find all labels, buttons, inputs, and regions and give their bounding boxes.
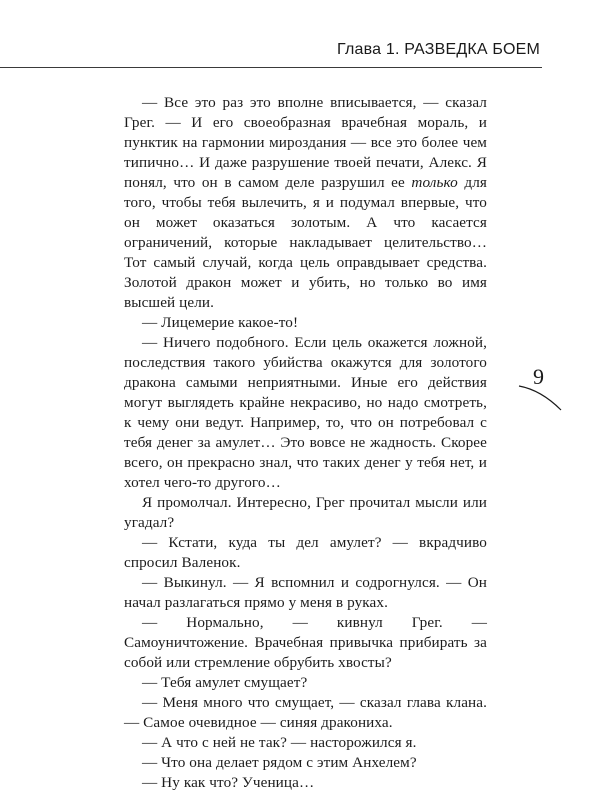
paragraph: — Выкинул. — Я вспомнил и содрогнулся. — Он начал разлагаться прямо у меня в руках. [124,574,487,611]
paragraph: — Меня много что смущает, — сказал глава клана. — Самое очевидное — синяя дракониха. [124,694,487,731]
paragraph: — Кстати, куда ты дел амулет? — вкрадчиво спросил Валенок. [124,534,487,571]
header-rule [0,67,542,68]
paragraph: — Лицемерие какое-то! [142,314,299,331]
paragraph: — А что с ней не так? — насторожился я. [142,734,417,751]
emphasized-word: только [411,174,458,191]
page-number: 9 [533,364,544,389]
paragraph: — Все это раз это вполне вписывается, — сказал Грег. — И его своеобразная врачебная мораль, и пунктик на гармонии мироздания — все это более чем типично… И даже разрушение твоей печати, Алекс. Я понял, что он в самом деле разрушил ее только для того, чтобы тебя вылечить, я и подумал впервые, что он может оказаться золотым. А что касается ограничений, которые накладывает целительство… Тот самый случай, когда цель оправдывает средства. Золотой дракон может и убить, но только во имя высшей цели. [124,94,487,311]
paragraph: — Ничего подобного. Если цель окажется ложной, последствия такого убийства окажутся для золотого дракона самыми неприятными. Иные его действия могут выглядеть крайне некрасиво, но надо смотреть, к чему они ведут. Например, то, что он потребовал с тебя денег за амулет… Это вовсе не жадность. Скорее всего, он прекрасно знал, что таких денег у тебя нет, и хотел чего-то другого… [124,334,487,491]
paragraph: — Тебя амулет смущает? [142,674,308,691]
paragraph: — Нормально, — кивнул Грег. — Самоуничтожение. Врачебная привычка прибирать за собой или стремление обрубить хвосты? [124,614,487,671]
paragraph: — Ну как что? Ученица… [142,774,315,791]
paragraph: Я промолчал. Интересно, Грег прочитал мысли или угадал? [124,494,487,531]
paragraph: — Что она делает рядом с этим Анхелем? [142,754,417,771]
page-number-ornament [517,380,563,416]
running-header-chapter-title: Глава 1. РАЗВЕДКА БОЕМ [337,41,540,58]
body-text [124,93,487,793]
